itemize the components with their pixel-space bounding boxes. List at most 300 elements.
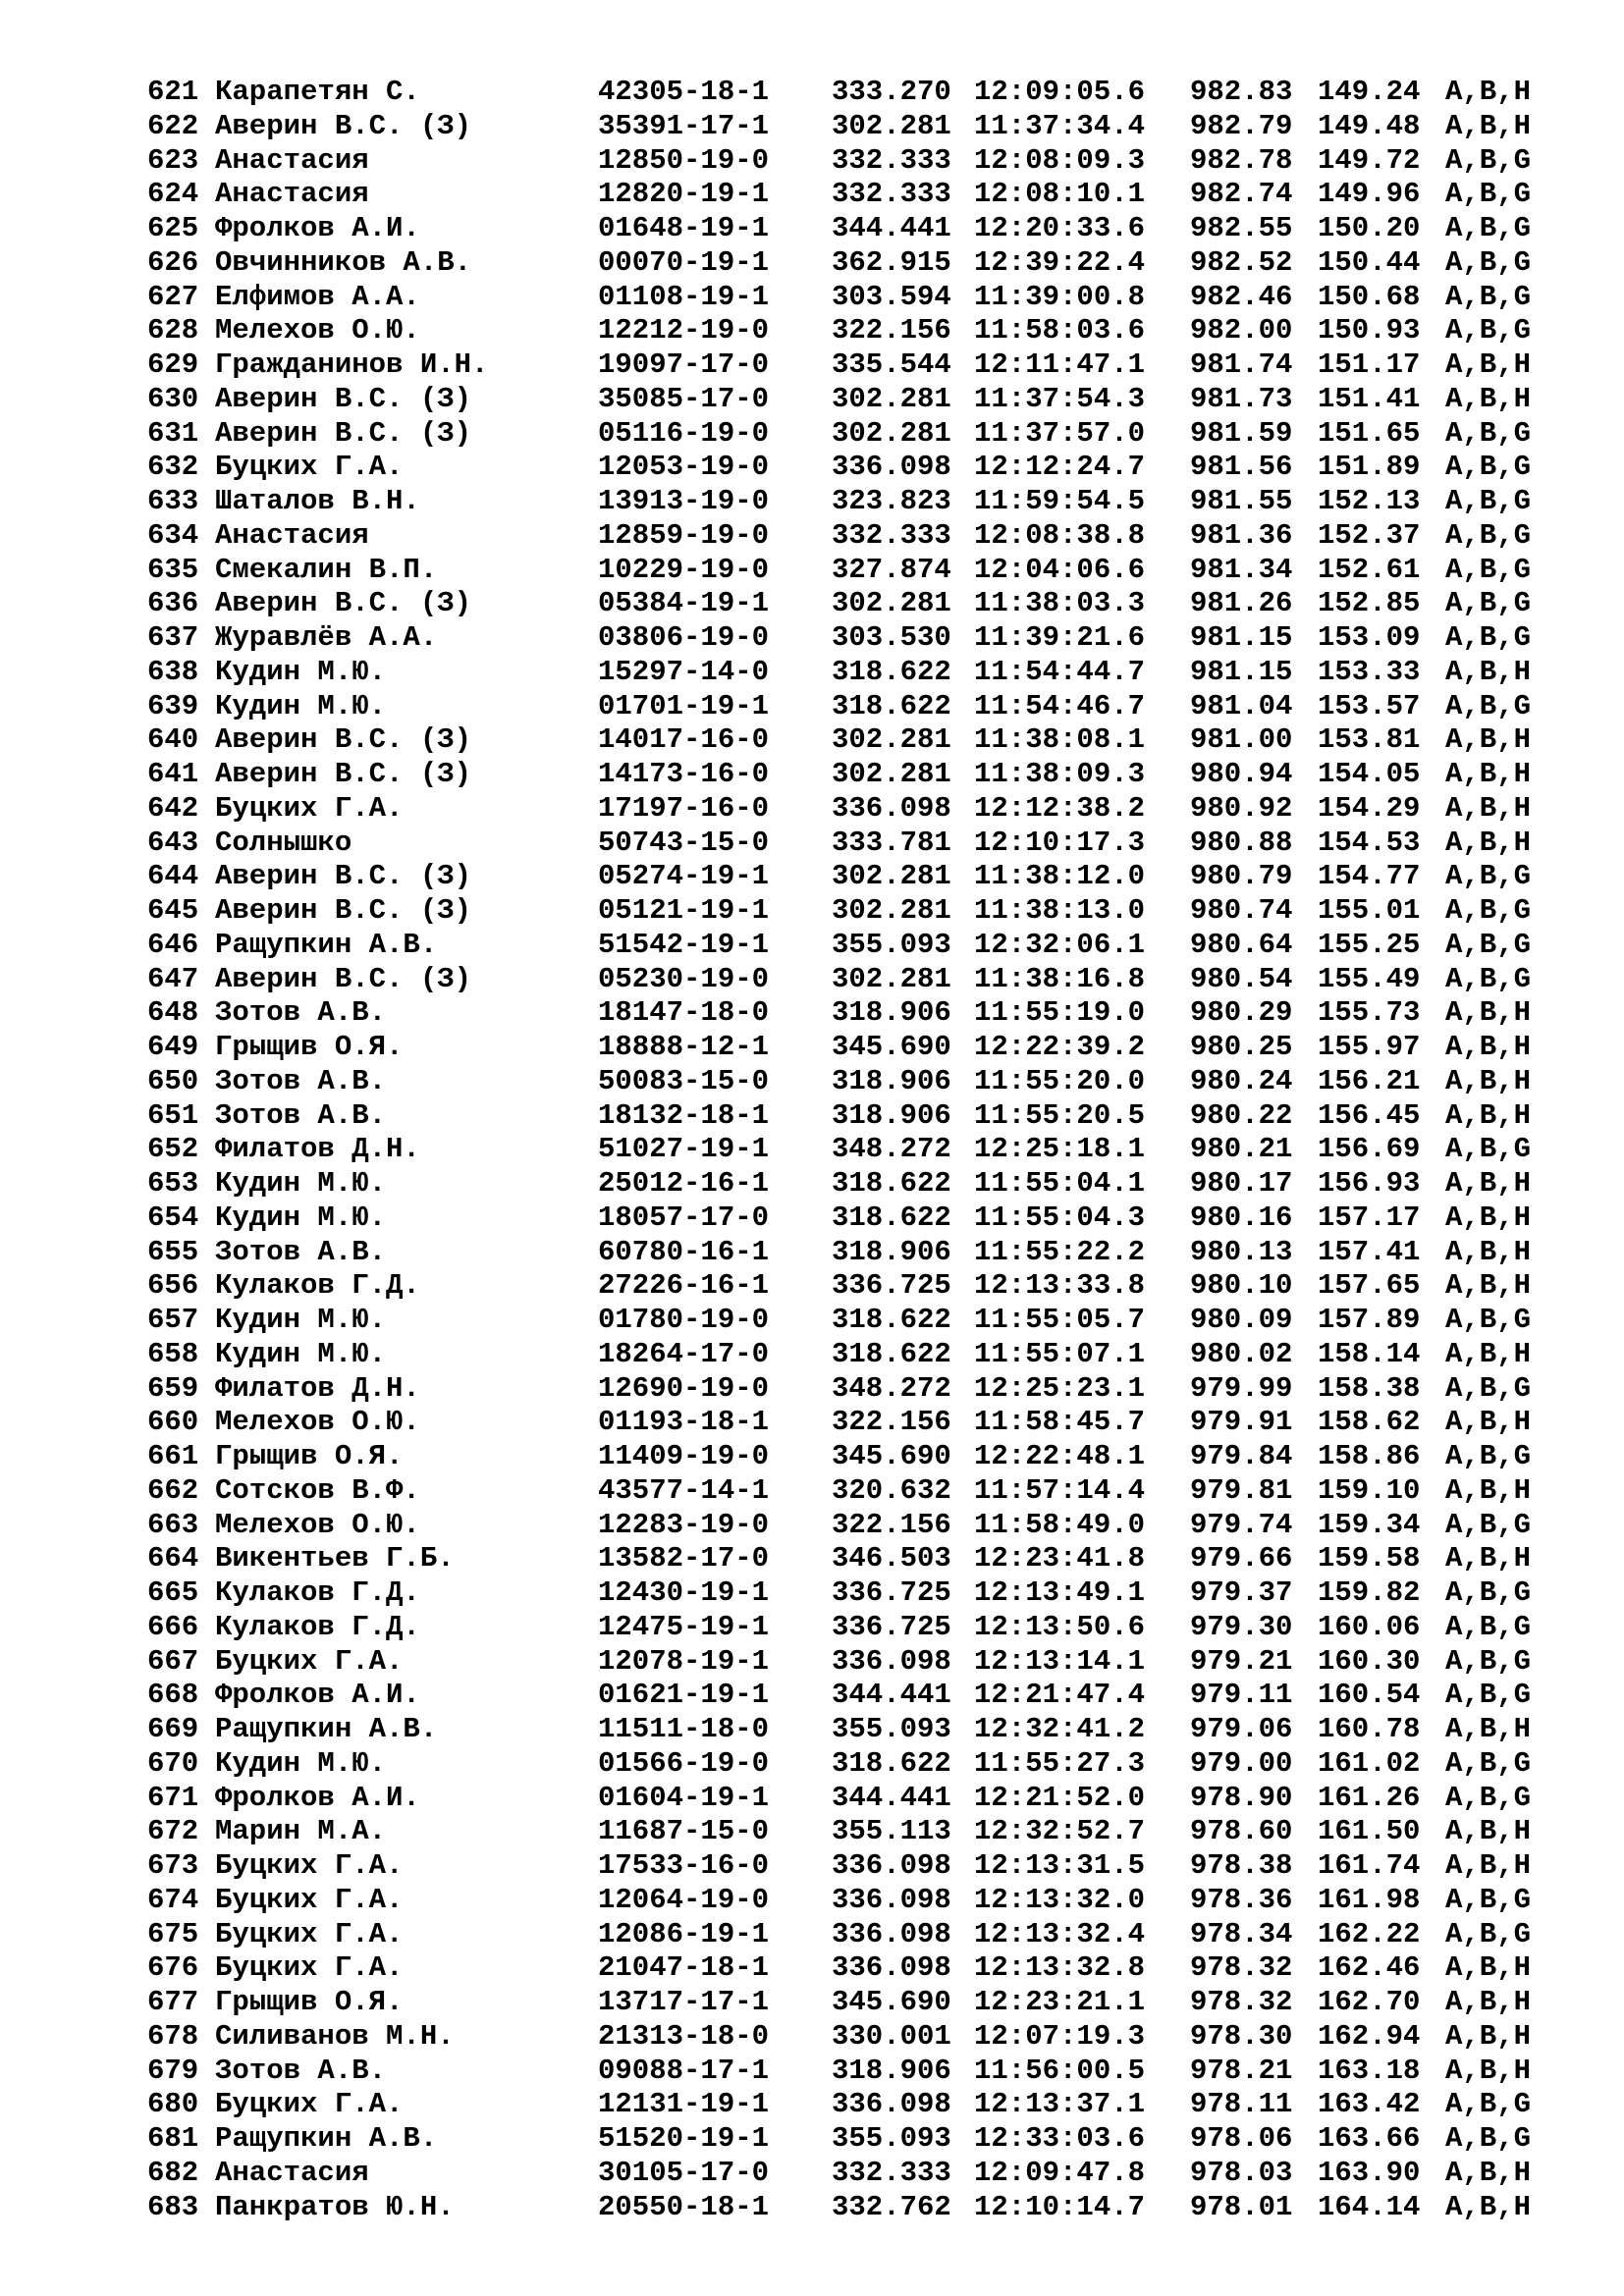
distance: 344.441 bbox=[832, 1679, 951, 1712]
place-number: 675 bbox=[147, 1917, 199, 1950]
place-number: 670 bbox=[147, 1746, 199, 1780]
speed: 981.55 bbox=[1190, 485, 1293, 517]
result-row bbox=[147, 110, 1561, 144]
ring-number: 35085-17-0 bbox=[598, 382, 770, 415]
arrival-time: 11:39:00.8 bbox=[974, 280, 1146, 313]
fancier-name: Мелехов О.Ю. bbox=[215, 314, 420, 347]
fancier-name: Зотов А.В. bbox=[215, 1235, 387, 1268]
place-number: 678 bbox=[147, 2019, 199, 2053]
fancier-name: Ращупкин А.В. bbox=[215, 1713, 438, 1745]
result-row bbox=[147, 2055, 1561, 2089]
points: 151.89 bbox=[1318, 451, 1421, 484]
distance: 336.098 bbox=[832, 1849, 951, 1882]
classes: A,B,G bbox=[1445, 894, 1532, 927]
arrival-time: 12:07:19.3 bbox=[974, 2019, 1146, 2053]
classes: A,B,H bbox=[1445, 1064, 1532, 1097]
ring-number: 01108-19-1 bbox=[598, 280, 770, 313]
arrival-time: 11:38:08.1 bbox=[974, 723, 1146, 757]
fancier-name: Зотов А.В. bbox=[215, 996, 387, 1030]
ring-number: 14017-16-0 bbox=[598, 723, 770, 757]
result-row bbox=[147, 758, 1561, 792]
place-number: 659 bbox=[147, 1371, 199, 1405]
fancier-name: Буцких Г.А. bbox=[215, 1951, 404, 1985]
points: 153.81 bbox=[1318, 723, 1421, 757]
points: 158.86 bbox=[1318, 1440, 1421, 1472]
distance: 302.281 bbox=[832, 962, 951, 995]
speed: 978.34 bbox=[1190, 1917, 1293, 1950]
fancier-name: Буцких Г.А. bbox=[215, 451, 404, 484]
arrival-time: 11:59:54.5 bbox=[974, 485, 1146, 517]
speed: 978.30 bbox=[1190, 2019, 1293, 2053]
distance: 318.906 bbox=[832, 2054, 951, 2087]
result-row bbox=[147, 1611, 1561, 1645]
result-row bbox=[147, 1986, 1561, 2020]
speed: 982.79 bbox=[1190, 109, 1293, 142]
distance: 318.622 bbox=[832, 1201, 951, 1234]
points: 158.38 bbox=[1318, 1371, 1421, 1405]
classes: A,B,H bbox=[1445, 2019, 1532, 2053]
place-number: 668 bbox=[147, 1679, 199, 1712]
classes: A,B,G bbox=[1445, 1644, 1532, 1678]
place-number: 649 bbox=[147, 1031, 199, 1063]
place-number: 637 bbox=[147, 621, 199, 654]
result-row bbox=[147, 827, 1561, 861]
fancier-name: Аверин В.С. (З) bbox=[215, 416, 472, 450]
classes: A,B,G bbox=[1445, 1508, 1532, 1541]
distance: 303.530 bbox=[832, 621, 951, 654]
result-row bbox=[147, 314, 1561, 348]
fancier-name: Викентьев Г.Б. bbox=[215, 1542, 455, 1575]
arrival-time: 12:13:32.8 bbox=[974, 1951, 1146, 1985]
distance: 355.113 bbox=[832, 1815, 951, 1848]
classes: A,B,G bbox=[1445, 245, 1532, 279]
result-row bbox=[147, 894, 1561, 929]
result-row bbox=[147, 1576, 1561, 1611]
place-number: 628 bbox=[147, 314, 199, 347]
points: 159.34 bbox=[1318, 1508, 1421, 1541]
result-row bbox=[147, 792, 1561, 827]
speed: 978.32 bbox=[1190, 1951, 1293, 1985]
points: 149.48 bbox=[1318, 109, 1421, 142]
arrival-time: 11:57:14.4 bbox=[974, 1473, 1146, 1507]
arrival-time: 12:33:03.6 bbox=[974, 2122, 1146, 2155]
result-row bbox=[147, 1099, 1561, 1134]
arrival-time: 12:10:14.7 bbox=[974, 2190, 1146, 2223]
ring-number: 60780-16-1 bbox=[598, 1235, 770, 1268]
speed: 982.52 bbox=[1190, 245, 1293, 279]
arrival-time: 11:37:54.3 bbox=[974, 382, 1146, 415]
distance: 336.725 bbox=[832, 1576, 951, 1609]
distance: 355.093 bbox=[832, 928, 951, 961]
arrival-time: 11:38:09.3 bbox=[974, 758, 1146, 790]
ring-number: 01621-19-1 bbox=[598, 1679, 770, 1712]
arrival-time: 12:20:33.6 bbox=[974, 212, 1146, 244]
classes: A,B,H bbox=[1445, 996, 1532, 1030]
result-row bbox=[147, 519, 1561, 554]
result-row bbox=[147, 656, 1561, 690]
arrival-time: 12:13:31.5 bbox=[974, 1849, 1146, 1882]
ring-number: 12212-19-0 bbox=[598, 314, 770, 347]
ring-number: 11409-19-0 bbox=[598, 1440, 770, 1472]
fancier-name: Аверин В.С. (З) bbox=[215, 894, 472, 927]
arrival-time: 12:23:41.8 bbox=[974, 1542, 1146, 1575]
ring-number: 01193-18-1 bbox=[598, 1406, 770, 1439]
speed: 980.94 bbox=[1190, 758, 1293, 790]
distance: 362.915 bbox=[832, 245, 951, 279]
fancier-name: Елфимов А.А. bbox=[215, 280, 420, 313]
arrival-time: 12:13:32.0 bbox=[974, 1883, 1146, 1916]
classes: A,B,G bbox=[1445, 1883, 1532, 1916]
classes: A,B,G bbox=[1445, 1746, 1532, 1780]
speed: 981.34 bbox=[1190, 553, 1293, 586]
speed: 982.55 bbox=[1190, 212, 1293, 244]
place-number: 651 bbox=[147, 1098, 199, 1132]
place-number: 682 bbox=[147, 2156, 199, 2189]
points: 163.90 bbox=[1318, 2156, 1421, 2189]
result-row bbox=[147, 144, 1561, 179]
distance: 336.098 bbox=[832, 1917, 951, 1950]
place-number: 630 bbox=[147, 382, 199, 415]
points: 153.09 bbox=[1318, 621, 1421, 654]
arrival-time: 12:25:18.1 bbox=[974, 1133, 1146, 1166]
arrival-time: 11:58:49.0 bbox=[974, 1508, 1146, 1541]
distance: 320.632 bbox=[832, 1473, 951, 1507]
result-row bbox=[147, 2020, 1561, 2055]
classes: A,B,G bbox=[1445, 553, 1532, 586]
distance: 348.272 bbox=[832, 1371, 951, 1405]
distance: 318.906 bbox=[832, 1235, 951, 1268]
arrival-time: 11:55:04.1 bbox=[974, 1167, 1146, 1200]
result-row bbox=[147, 178, 1561, 212]
arrival-time: 12:13:37.1 bbox=[974, 2088, 1146, 2121]
points: 161.74 bbox=[1318, 1849, 1421, 1882]
speed: 980.64 bbox=[1190, 928, 1293, 961]
classes: A,B,H bbox=[1445, 1269, 1532, 1303]
arrival-time: 11:55:07.1 bbox=[974, 1337, 1146, 1370]
result-row bbox=[147, 1815, 1561, 1849]
speed: 982.00 bbox=[1190, 314, 1293, 347]
classes: A,B,G bbox=[1445, 928, 1532, 961]
result-row bbox=[147, 1509, 1561, 1543]
ring-number: 12820-19-1 bbox=[598, 178, 770, 211]
fancier-name: Фролков А.И. bbox=[215, 1781, 420, 1814]
fancier-name: Кудин М.Ю. bbox=[215, 1337, 387, 1370]
speed: 980.54 bbox=[1190, 962, 1293, 995]
classes: A,B,G bbox=[1445, 1781, 1532, 1814]
place-number: 650 bbox=[147, 1064, 199, 1097]
place-number: 639 bbox=[147, 689, 199, 722]
arrival-time: 11:54:44.7 bbox=[974, 655, 1146, 688]
classes: A,B,H bbox=[1445, 1337, 1532, 1370]
fancier-name: Марин М.А. bbox=[215, 1815, 387, 1848]
result-row bbox=[147, 1951, 1561, 1986]
ring-number: 11687-15-0 bbox=[598, 1815, 770, 1848]
place-number: 633 bbox=[147, 485, 199, 517]
result-row bbox=[147, 1782, 1561, 1816]
points: 160.06 bbox=[1318, 1610, 1421, 1643]
distance: 327.874 bbox=[832, 553, 951, 586]
place-number: 680 bbox=[147, 2088, 199, 2121]
ring-number: 12078-19-1 bbox=[598, 1644, 770, 1678]
fancier-name: Анастасия bbox=[215, 178, 369, 211]
ring-number: 14173-16-0 bbox=[598, 758, 770, 790]
classes: A,B,G bbox=[1445, 1576, 1532, 1609]
fancier-name: Буцких Г.А. bbox=[215, 1917, 404, 1950]
fancier-name: Шаталов В.Н. bbox=[215, 485, 420, 517]
place-number: 657 bbox=[147, 1304, 199, 1336]
distance: 348.272 bbox=[832, 1133, 951, 1166]
distance: 318.622 bbox=[832, 1337, 951, 1370]
distance: 322.156 bbox=[832, 1406, 951, 1439]
points: 160.54 bbox=[1318, 1679, 1421, 1712]
speed: 980.21 bbox=[1190, 1133, 1293, 1166]
speed: 980.17 bbox=[1190, 1167, 1293, 1200]
classes: A,B,H bbox=[1445, 1031, 1532, 1063]
place-number: 662 bbox=[147, 1473, 199, 1507]
arrival-time: 12:09:47.8 bbox=[974, 2156, 1146, 2189]
fancier-name: Анастасия bbox=[215, 143, 369, 177]
points: 155.97 bbox=[1318, 1031, 1421, 1063]
result-row bbox=[147, 1918, 1561, 1952]
speed: 978.11 bbox=[1190, 2088, 1293, 2121]
place-number: 631 bbox=[147, 416, 199, 450]
ring-number: 18888-12-1 bbox=[598, 1031, 770, 1063]
fancier-name: Гражданинов И.Н. bbox=[215, 348, 489, 381]
distance: 333.270 bbox=[832, 76, 951, 108]
speed: 981.73 bbox=[1190, 382, 1293, 415]
points: 150.20 bbox=[1318, 212, 1421, 244]
classes: A,B,G bbox=[1445, 314, 1532, 347]
result-row bbox=[147, 2088, 1561, 2122]
points: 158.62 bbox=[1318, 1406, 1421, 1439]
ring-number: 01701-19-1 bbox=[598, 689, 770, 722]
ring-number: 12690-19-0 bbox=[598, 1371, 770, 1405]
place-number: 642 bbox=[147, 791, 199, 825]
points: 162.94 bbox=[1318, 2019, 1421, 2053]
fancier-name: Кудин М.Ю. bbox=[215, 655, 387, 688]
place-number: 648 bbox=[147, 996, 199, 1030]
points: 154.29 bbox=[1318, 791, 1421, 825]
classes: A,B,G bbox=[1445, 1917, 1532, 1950]
distance: 332.333 bbox=[832, 178, 951, 211]
arrival-time: 12:12:24.7 bbox=[974, 451, 1146, 484]
result-row bbox=[147, 1269, 1561, 1304]
classes: A,B,G bbox=[1445, 518, 1532, 552]
points: 153.33 bbox=[1318, 655, 1421, 688]
fancier-name: Смекалин В.П. bbox=[215, 553, 438, 586]
points: 163.42 bbox=[1318, 2088, 1421, 2121]
speed: 981.59 bbox=[1190, 416, 1293, 450]
fancier-name: Кудин М.Ю. bbox=[215, 1201, 387, 1234]
classes: A,B,H bbox=[1445, 1473, 1532, 1507]
distance: 333.781 bbox=[832, 826, 951, 859]
distance: 345.690 bbox=[832, 1031, 951, 1063]
speed: 979.21 bbox=[1190, 1644, 1293, 1678]
classes: A,B,H bbox=[1445, 2156, 1532, 2189]
result-row bbox=[147, 996, 1561, 1031]
fancier-name: Мелехов О.Ю. bbox=[215, 1508, 420, 1541]
arrival-time: 12:25:23.1 bbox=[974, 1371, 1146, 1405]
fancier-name: Кудин М.Ю. bbox=[215, 1746, 387, 1780]
arrival-time: 11:55:27.3 bbox=[974, 1746, 1146, 1780]
arrival-time: 12:13:33.8 bbox=[974, 1269, 1146, 1303]
place-number: 669 bbox=[147, 1713, 199, 1745]
result-row bbox=[147, 1167, 1561, 1201]
arrival-time: 11:38:16.8 bbox=[974, 962, 1146, 995]
result-row bbox=[147, 1304, 1561, 1338]
arrival-time: 12:12:38.2 bbox=[974, 791, 1146, 825]
speed: 980.10 bbox=[1190, 1269, 1293, 1303]
result-row bbox=[147, 1406, 1561, 1440]
classes: A,B,H bbox=[1445, 1542, 1532, 1575]
speed: 980.13 bbox=[1190, 1235, 1293, 1268]
place-number: 663 bbox=[147, 1508, 199, 1541]
speed: 982.46 bbox=[1190, 280, 1293, 313]
fancier-name: Ращупкин А.В. bbox=[215, 928, 438, 961]
distance: 302.281 bbox=[832, 382, 951, 415]
distance: 336.098 bbox=[832, 451, 951, 484]
arrival-time: 12:21:47.4 bbox=[974, 1679, 1146, 1712]
result-row bbox=[147, 1679, 1561, 1713]
arrival-time: 12:10:17.3 bbox=[974, 826, 1146, 859]
speed: 980.16 bbox=[1190, 1201, 1293, 1234]
arrival-time: 12:32:06.1 bbox=[974, 928, 1146, 961]
points: 162.46 bbox=[1318, 1951, 1421, 1985]
speed: 979.91 bbox=[1190, 1406, 1293, 1439]
fancier-name: Филатов Д.Н. bbox=[215, 1133, 420, 1166]
classes: A,B,H bbox=[1445, 1201, 1532, 1234]
classes: A,B,G bbox=[1445, 689, 1532, 722]
result-row bbox=[147, 1372, 1561, 1407]
classes: A,B,H bbox=[1445, 109, 1532, 142]
distance: 318.622 bbox=[832, 689, 951, 722]
distance: 345.690 bbox=[832, 1986, 951, 2018]
arrival-time: 11:56:00.5 bbox=[974, 2054, 1146, 2087]
distance: 336.098 bbox=[832, 1883, 951, 1916]
result-row bbox=[147, 963, 1561, 997]
fancier-name: Ращупкин А.В. bbox=[215, 2122, 438, 2155]
place-number: 660 bbox=[147, 1406, 199, 1439]
fancier-name: Силиванов М.Н. bbox=[215, 2019, 455, 2053]
fancier-name: Кулаков Г.Д. bbox=[215, 1610, 420, 1643]
points: 162.70 bbox=[1318, 1986, 1421, 2018]
distance: 302.281 bbox=[832, 860, 951, 893]
arrival-time: 12:09:05.6 bbox=[974, 76, 1146, 108]
place-number: 640 bbox=[147, 723, 199, 757]
points: 150.68 bbox=[1318, 280, 1421, 313]
ring-number: 50083-15-0 bbox=[598, 1064, 770, 1097]
speed: 979.00 bbox=[1190, 1746, 1293, 1780]
points: 149.24 bbox=[1318, 76, 1421, 108]
ring-number: 19097-17-0 bbox=[598, 348, 770, 381]
speed: 979.06 bbox=[1190, 1713, 1293, 1745]
distance: 318.622 bbox=[832, 1746, 951, 1780]
arrival-time: 11:38:13.0 bbox=[974, 894, 1146, 927]
points: 155.25 bbox=[1318, 928, 1421, 961]
ring-number: 12430-19-1 bbox=[598, 1576, 770, 1609]
points: 151.17 bbox=[1318, 348, 1421, 381]
speed: 981.36 bbox=[1190, 518, 1293, 552]
arrival-time: 12:08:10.1 bbox=[974, 178, 1146, 211]
speed: 979.74 bbox=[1190, 1508, 1293, 1541]
arrival-time: 12:08:09.3 bbox=[974, 143, 1146, 177]
distance: 336.725 bbox=[832, 1610, 951, 1643]
classes: A,B,H bbox=[1445, 76, 1532, 108]
fancier-name: Грыщив О.Я. bbox=[215, 1031, 404, 1063]
ring-number: 01604-19-1 bbox=[598, 1781, 770, 1814]
result-row bbox=[147, 417, 1561, 452]
place-number: 629 bbox=[147, 348, 199, 381]
fancier-name: Грыщив О.Я. bbox=[215, 1440, 404, 1472]
classes: A,B,H bbox=[1445, 348, 1532, 381]
classes: A,B,G bbox=[1445, 2122, 1532, 2155]
fancier-name: Журавлёв А.А. bbox=[215, 621, 438, 654]
place-number: 621 bbox=[147, 76, 199, 108]
ring-number: 51520-19-1 bbox=[598, 2122, 770, 2155]
speed: 978.01 bbox=[1190, 2190, 1293, 2223]
points: 152.37 bbox=[1318, 518, 1421, 552]
result-row bbox=[147, 2122, 1561, 2157]
arrival-time: 12:11:47.1 bbox=[974, 348, 1146, 381]
result-row bbox=[147, 621, 1561, 656]
arrival-time: 12:13:32.4 bbox=[974, 1917, 1146, 1950]
classes: A,B,G bbox=[1445, 485, 1532, 517]
ring-number: 30105-17-0 bbox=[598, 2156, 770, 2189]
points: 152.61 bbox=[1318, 553, 1421, 586]
speed: 981.15 bbox=[1190, 621, 1293, 654]
speed: 978.21 bbox=[1190, 2054, 1293, 2087]
ring-number: 21047-18-1 bbox=[598, 1951, 770, 1985]
speed: 978.03 bbox=[1190, 2156, 1293, 2189]
arrival-time: 11:37:34.4 bbox=[974, 109, 1146, 142]
points: 151.41 bbox=[1318, 382, 1421, 415]
fancier-name: Зотов А.В. bbox=[215, 1098, 387, 1132]
classes: A,B,H bbox=[1445, 1235, 1532, 1268]
fancier-name: Солнышко bbox=[215, 826, 352, 859]
points: 162.22 bbox=[1318, 1917, 1421, 1950]
arrival-time: 12:39:22.4 bbox=[974, 245, 1146, 279]
classes: A,B,G bbox=[1445, 280, 1532, 313]
fancier-name: Кудин М.Ю. bbox=[215, 689, 387, 722]
distance: 302.281 bbox=[832, 723, 951, 757]
arrival-time: 11:37:57.0 bbox=[974, 416, 1146, 450]
arrival-time: 11:39:21.6 bbox=[974, 621, 1146, 654]
distance: 336.098 bbox=[832, 1644, 951, 1678]
ring-number: 11511-18-0 bbox=[598, 1713, 770, 1745]
points: 157.41 bbox=[1318, 1235, 1421, 1268]
result-row bbox=[147, 1747, 1561, 1782]
points: 155.01 bbox=[1318, 894, 1421, 927]
points: 151.65 bbox=[1318, 416, 1421, 450]
result-row bbox=[147, 2157, 1561, 2191]
speed: 980.74 bbox=[1190, 894, 1293, 927]
ring-number: 51542-19-1 bbox=[598, 928, 770, 961]
result-row bbox=[147, 1201, 1561, 1236]
fancier-name: Зотов А.В. bbox=[215, 2054, 387, 2087]
place-number: 655 bbox=[147, 1235, 199, 1268]
place-number: 635 bbox=[147, 553, 199, 586]
place-number: 644 bbox=[147, 860, 199, 893]
speed: 978.32 bbox=[1190, 1986, 1293, 2018]
speed: 979.84 bbox=[1190, 1440, 1293, 1472]
ring-number: 18147-18-0 bbox=[598, 996, 770, 1030]
fancier-name: Буцких Г.А. bbox=[215, 791, 404, 825]
place-number: 646 bbox=[147, 928, 199, 961]
classes: A,B,G bbox=[1445, 143, 1532, 177]
place-number: 622 bbox=[147, 109, 199, 142]
ring-number: 21313-18-0 bbox=[598, 2019, 770, 2053]
speed: 981.56 bbox=[1190, 451, 1293, 484]
